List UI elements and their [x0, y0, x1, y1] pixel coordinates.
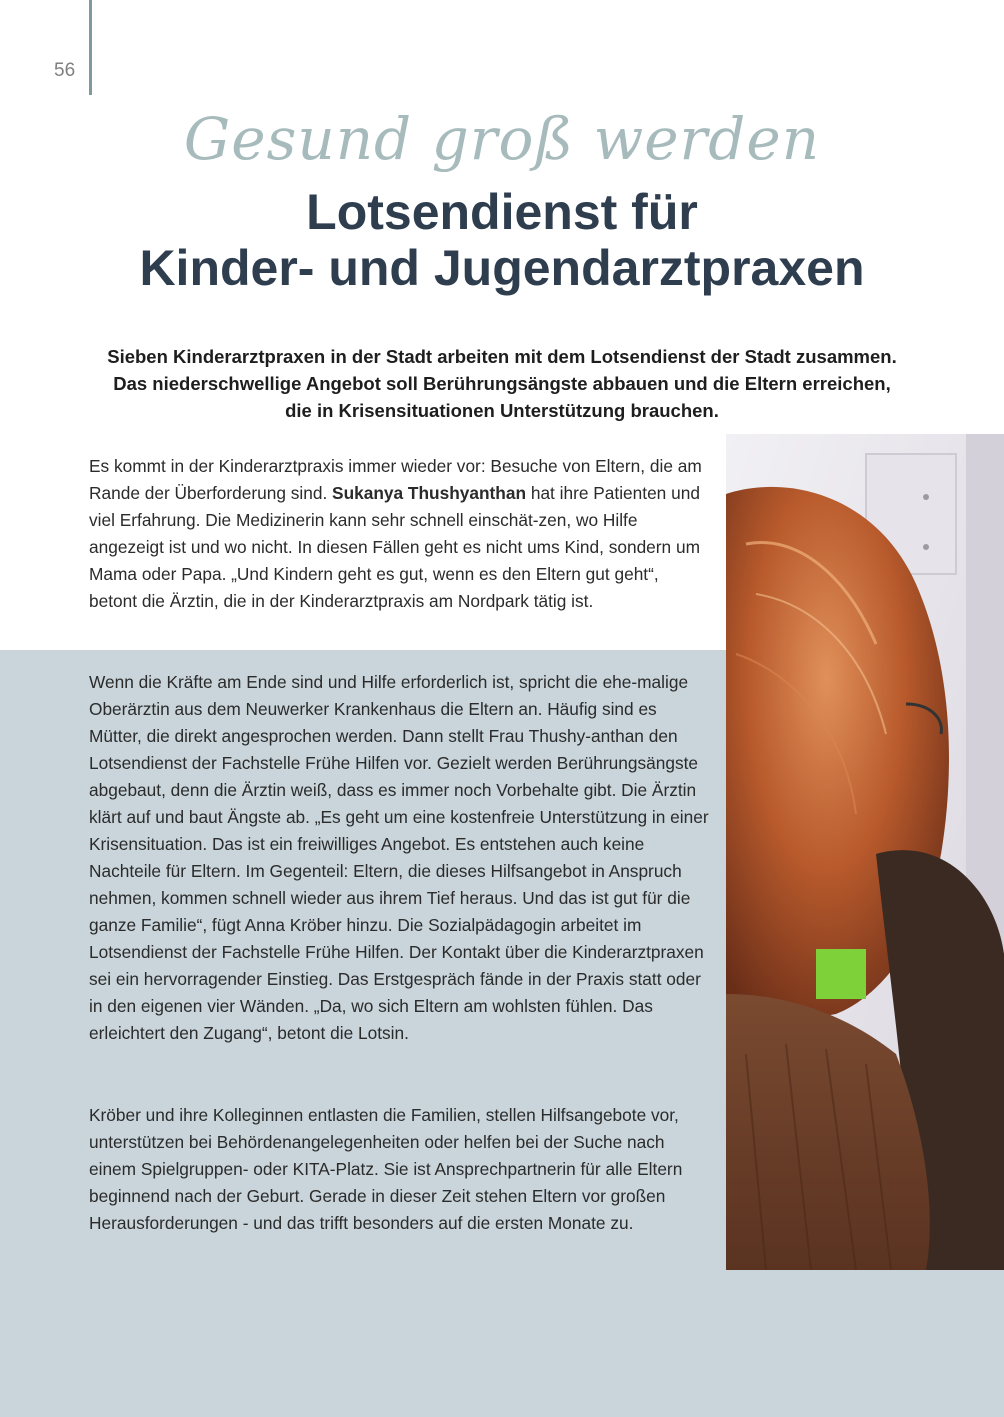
lead-paragraph — [70, 343, 934, 424]
photo-woman-phone — [726, 434, 1004, 1270]
section-script-title: Gesund groß werden — [183, 105, 821, 173]
body-paragraph-3 — [89, 1102, 709, 1237]
photo-illustration — [726, 434, 1004, 1270]
paragraph-text: hat ihre Patienten und viel Erfahrung. Die Medizinerin kann sehr schnell einschät-zen, wo Hilfe angezeigt ist und wo nicht. In diesen Fällen geht es nicht ums Kind, sondern um Mama oder Papa. „Und Kindern geht es gut, wenn es den Eltern gut geht“, betont die Ärztin, die in der Kinderarztpraxis am Nordpark tätig ist. — [89, 483, 700, 611]
page-title — [0, 184, 1004, 296]
page-margin-line — [89, 0, 92, 95]
lead-line-1: Sieben Kinderarztpraxen in der Stadt arbeiten mit dem Lotsendienst der Stadt zusammen. — [107, 346, 897, 367]
page-title-line-1: Lotsendienst für — [306, 184, 698, 240]
doctor-name: Sukanya Thushyanthan — [332, 483, 527, 503]
lead-line-2: Das niederschwellige Angebot soll Berührungsängste abbauen und die Eltern erreichen, — [113, 373, 891, 394]
page-title-line-2: Kinder- und Jugendarztpraxen — [139, 240, 865, 296]
paragraph-text: Es kommt in der Kinderarztpraxis immer wieder vor: Besuche von Eltern, die am Rande der Überforderung sind. — [89, 456, 702, 503]
lead-line-3: die in Krisensituationen Unterstützung brauchen. — [285, 400, 719, 421]
body-paragraph-2 — [89, 669, 709, 1047]
body-paragraph-1 — [89, 453, 709, 615]
page-number: 56 — [54, 60, 76, 81]
paragraph-text: Wenn die Kräfte am Ende sind und Hilfe erforderlich ist, spricht die ehe-malige Oberärztin aus dem Neuwerker Krankenhaus die Eltern an. Häufig sind es Mütter, die direkt angesprochen werden. Dann stellt Frau Thushy-anthan den Lotsendienst der Fachstelle Frühe Hilfen vor. Gezielt werden Berührungsängste abgebaut, denn die Ärztin weiß, dass es immer noch Vorbehalte gibt. Die Ärztin klärt auf und baut Ängste ab. „Es geht um eine kostenfreie Unterstützung in einer Krisensituation. Das ist ein freiwilliges Angebot. Es entstehen auch keine Nachteile für Eltern. Im Gegenteil: Eltern, die dieses Hilfsangebot in Anspruch nehmen, kommen schnell wieder aus ihrem Tief heraus. Und das ist gut für die ganze Familie“, fügt Anna Kröber hinzu. Die Sozialpädagogin arbeitet im Lotsendienst der Fachstelle Frühe Hilfen. Der Kontakt über die Kinderarztpraxen sei ein hervorragender Einstieg. Das Erstgespräch fände in der Praxis statt oder in den eigenen vier Wänden. „Da, wo sich Eltern am wohlsten fühlen. Das erleichtert den Zugang“, betont die Lotsin. — [89, 672, 709, 1043]
paragraph-text: Kröber und ihre Kolleginnen entlasten die Familien, stellen Hilfsangebote vor, unterstützen bei Behördenangelegenheiten oder helfen bei der Suche nach einem Spielgruppen- oder KITA-Platz. Sie ist Ansprechpartnerin für alle Eltern beginnend nach der Geburt. Gerade in dieser Zeit stehen Eltern vor großen Herausforderungen - und das trifft besonders auf die ersten Monate zu. — [89, 1105, 683, 1233]
